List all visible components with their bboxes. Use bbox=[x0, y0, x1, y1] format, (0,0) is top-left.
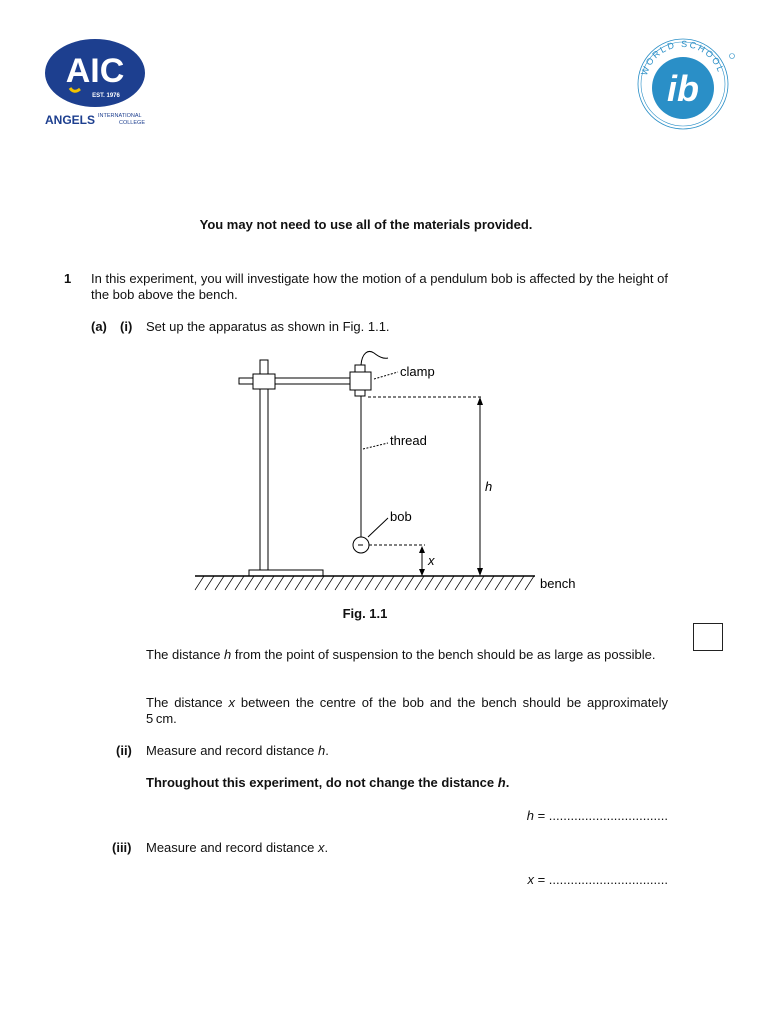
question-intro: In this experiment, you will investigate how the motion of a pendulum bob is affected by the height of the bob above the bench. bbox=[91, 271, 668, 302]
warning-pre: Throughout this experiment, do not change the distance bbox=[146, 775, 498, 790]
figure-caption: Fig. 1.1 bbox=[342, 606, 388, 621]
materials-notice: You may not need to use all of the materials provided. bbox=[199, 217, 533, 232]
sub-iii-var: x bbox=[317, 840, 325, 855]
aic-logo-graphic bbox=[40, 36, 160, 128]
sub-iii-pre: Measure and record distance bbox=[146, 840, 318, 855]
question-number: 1 bbox=[64, 271, 72, 286]
para-h-var: h bbox=[224, 647, 232, 662]
bench bbox=[195, 576, 535, 590]
answer-x-eq: = bbox=[533, 872, 549, 887]
margin-mark-box bbox=[693, 623, 723, 651]
sub-i-label: (i) bbox=[120, 319, 133, 334]
answer-h-eq: = bbox=[533, 808, 549, 823]
para-x-post: between the centre of the bob and the bench should be approximately 5 cm. bbox=[146, 695, 668, 726]
clamp-leader bbox=[374, 372, 398, 379]
sub-ii-pre: Measure and record distance bbox=[146, 743, 318, 758]
label-bench: bench bbox=[540, 576, 576, 591]
label-x: x bbox=[428, 553, 435, 568]
x-arrow-head-bottom bbox=[419, 569, 425, 576]
sub-iii-post: . bbox=[324, 840, 329, 855]
answer-line-x[interactable] bbox=[527, 872, 668, 888]
answer-h-dots: ................................. bbox=[548, 808, 668, 823]
answer-line-h[interactable] bbox=[527, 808, 668, 824]
para-h-pre: The distance bbox=[146, 647, 225, 662]
clamp-body bbox=[350, 372, 371, 390]
ib-logo-letters: ib bbox=[667, 68, 699, 109]
label-thread: thread bbox=[390, 433, 427, 448]
x-arrow-head-top bbox=[419, 546, 425, 553]
sub-i-text: Set up the apparatus as shown in Fig. 1.1. bbox=[146, 319, 390, 334]
answer-x-dots: ................................. bbox=[548, 872, 668, 887]
label-bob: bob bbox=[390, 509, 412, 524]
boss-clamp bbox=[253, 374, 275, 389]
sub-ii-label: (ii) bbox=[116, 743, 132, 758]
aic-logo-name: ANGELS bbox=[45, 113, 96, 127]
ib-logo-graphic bbox=[632, 38, 736, 130]
aic-logo bbox=[40, 36, 160, 128]
sub-ii-text bbox=[146, 743, 329, 759]
aic-logo-letters: AIC bbox=[65, 52, 125, 90]
h-arrow-head-bottom bbox=[477, 568, 483, 576]
ib-logo-registered-mark bbox=[730, 54, 735, 59]
bench-hatching bbox=[195, 576, 534, 590]
sub-ii-post: . bbox=[325, 743, 329, 758]
ib-logo-ring-text: WORLD SCHOOL bbox=[639, 38, 727, 77]
warning-text bbox=[146, 775, 509, 791]
para-h-post: from the point of suspension to the bench should be as large as possible. bbox=[231, 647, 656, 662]
warning-post: . bbox=[505, 775, 510, 790]
part-a-label: (a) bbox=[91, 319, 107, 334]
stand-base bbox=[249, 570, 323, 576]
ib-logo bbox=[632, 38, 736, 130]
sub-iii-label: (iii) bbox=[112, 840, 132, 855]
warning-var: h bbox=[497, 775, 506, 790]
para-distance-x bbox=[146, 695, 668, 727]
aic-logo-sub-1: INTERNATIONAL bbox=[98, 113, 142, 119]
answer-x-var: x bbox=[527, 872, 534, 887]
sub-iii-text bbox=[146, 840, 328, 856]
para-x-var: x bbox=[228, 695, 236, 710]
stand-rod bbox=[260, 360, 268, 570]
bob-leader bbox=[368, 518, 388, 537]
thread-leader bbox=[363, 443, 388, 449]
figure-1-1 bbox=[190, 345, 600, 600]
h-arrow-head-top bbox=[477, 397, 483, 405]
aic-logo-sub-2: COLLEGE bbox=[119, 120, 145, 126]
clamp-handle bbox=[361, 352, 388, 366]
para-x-pre: The distance bbox=[146, 695, 229, 710]
answer-h-var: h bbox=[526, 808, 534, 823]
clamp-jaw bbox=[355, 390, 365, 396]
label-h: h bbox=[485, 479, 493, 494]
para-distance-h bbox=[146, 647, 668, 663]
aic-logo-est: EST. 1976 bbox=[92, 93, 120, 99]
sub-ii-var: h bbox=[317, 743, 326, 758]
label-clamp: clamp bbox=[400, 364, 435, 379]
